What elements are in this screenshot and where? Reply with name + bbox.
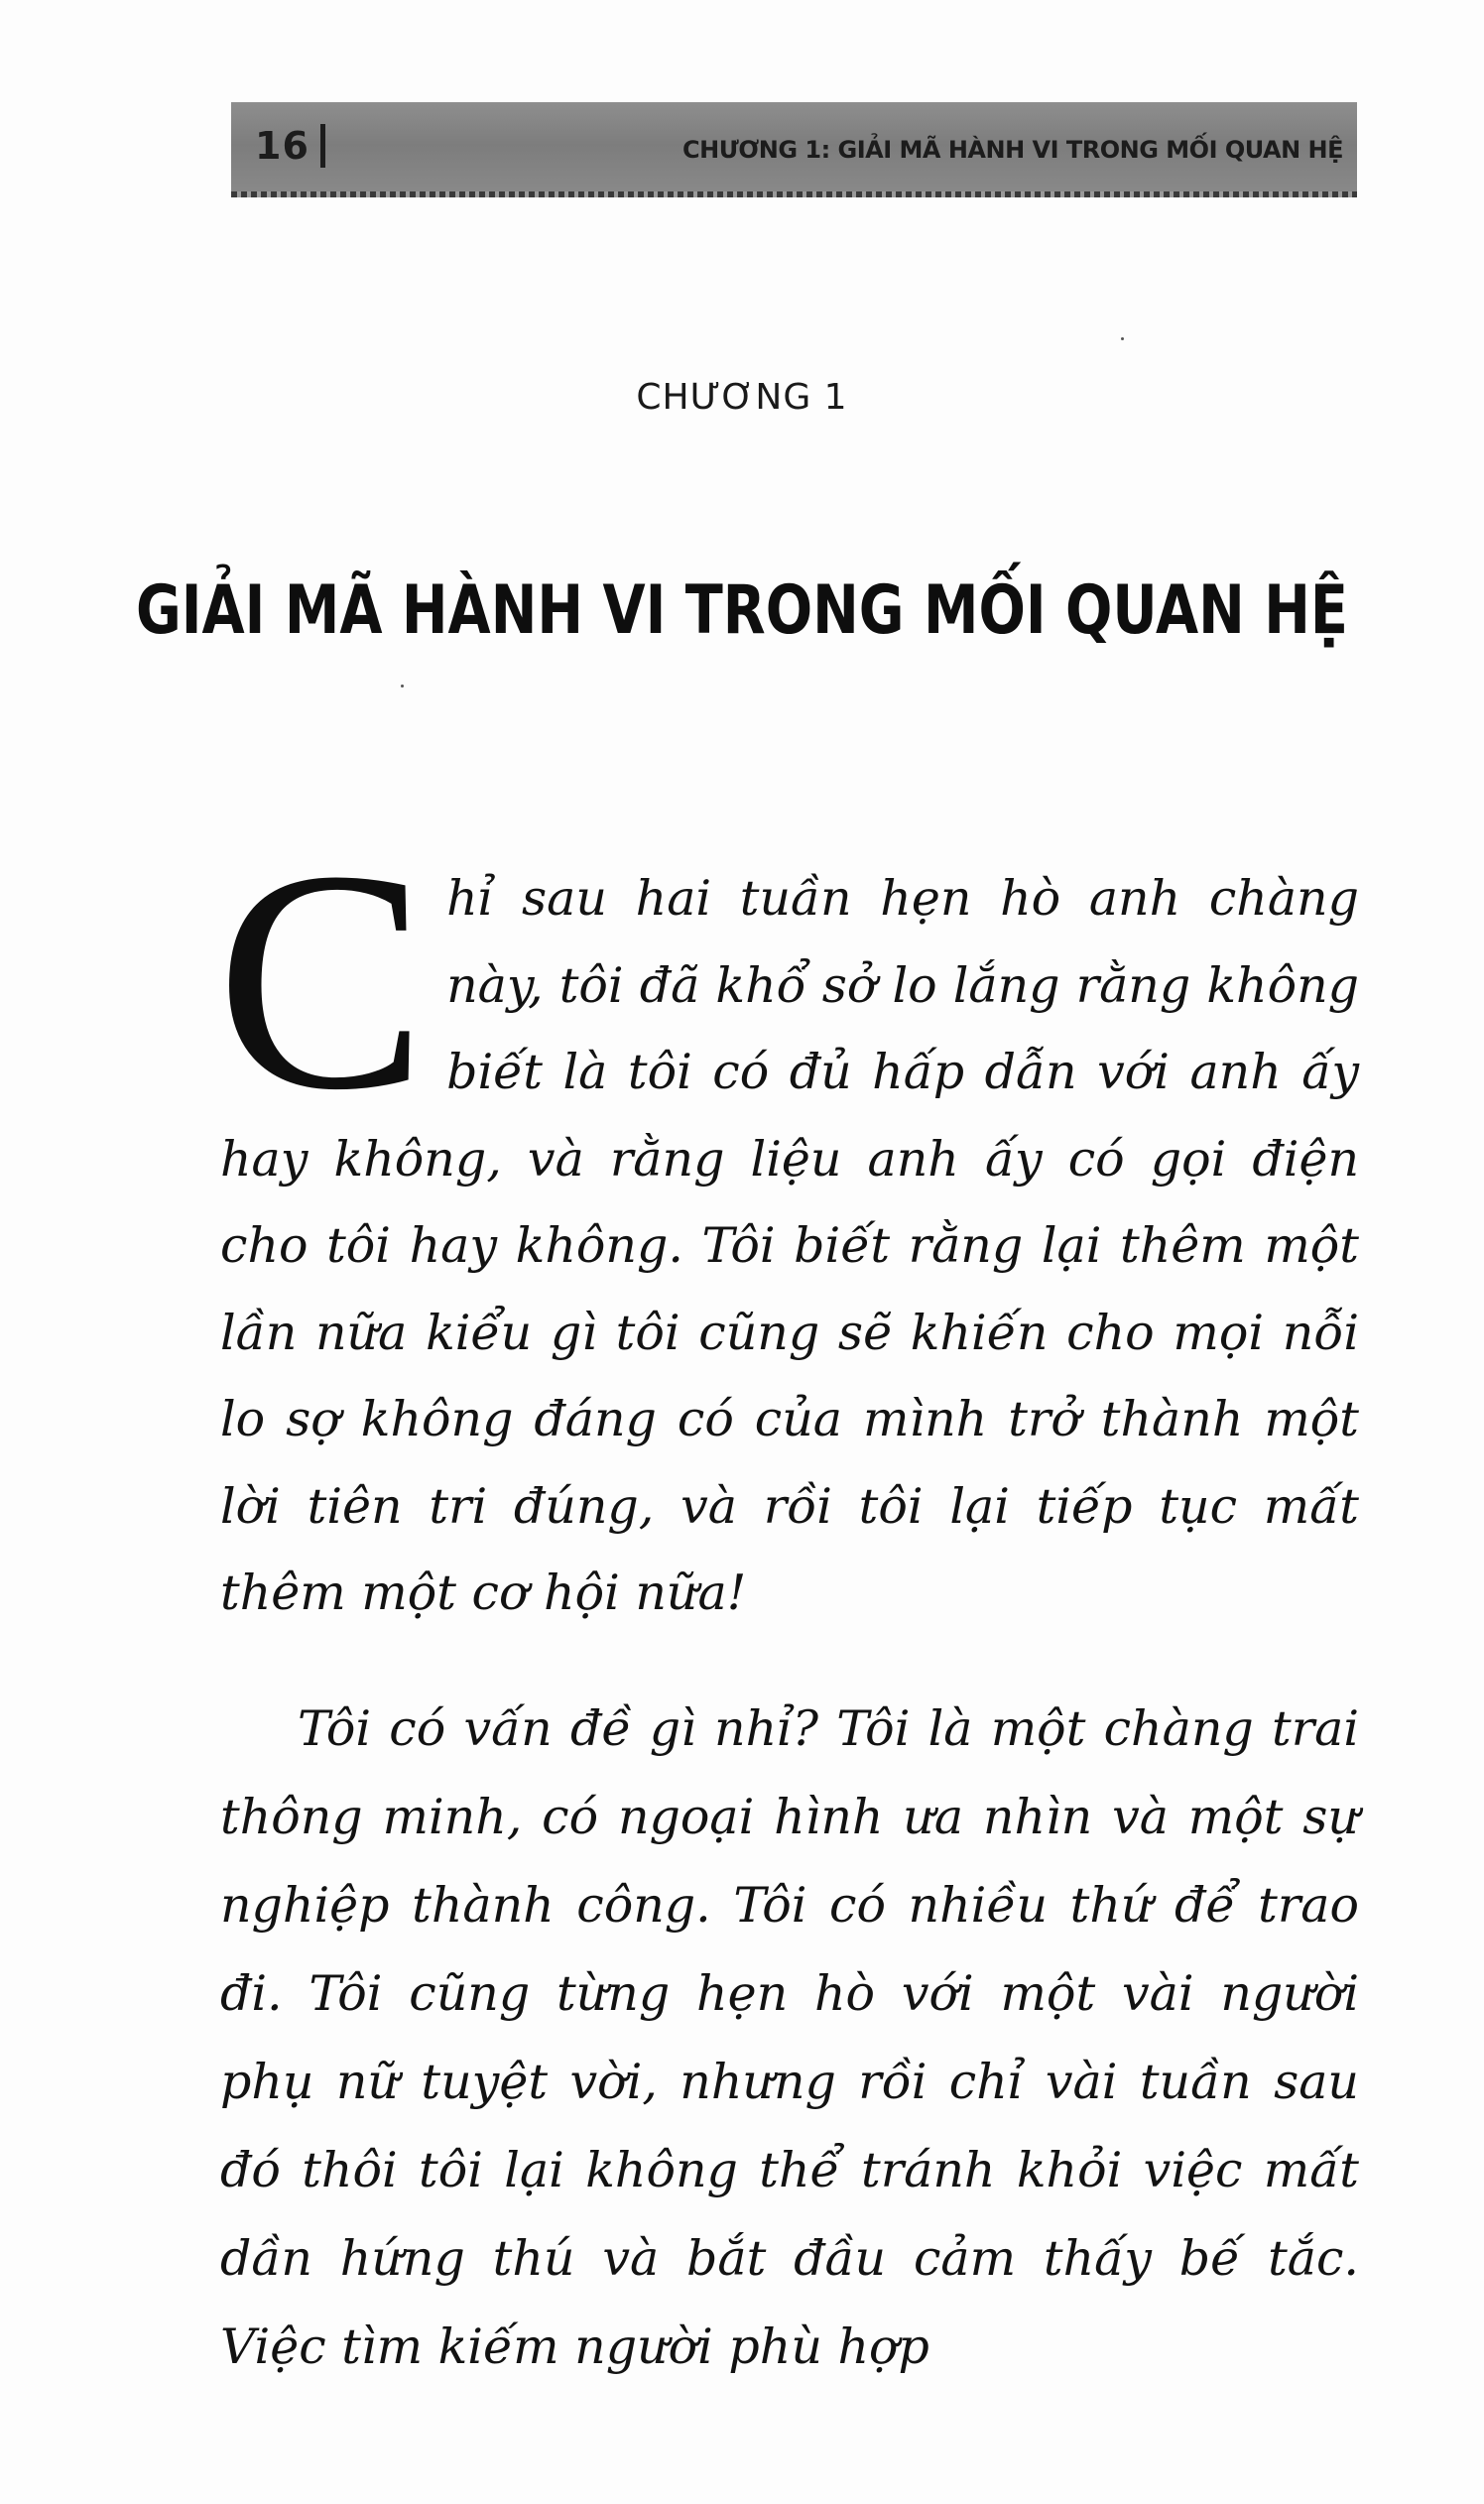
- header-divider: [320, 124, 325, 168]
- paragraph-1: [216, 806, 1359, 1637]
- paragraph-1-text: hỉ sau hai tuần hẹn hò anh chàng này, tôi đã khổ sở lo lắng rằng không biết là tôi có đủ hấp dẫn với anh ấy hay không, và rằng liệu anh ấy có gọi điện cho tôi hay không. Tôi biết rằng lại thêm một lần nữa kiểu gì tôi cũng sẽ khiến cho mọi nỗi lo sợ không đáng có của mình trở thành một lời tiên tri đúng, và rồi tôi lại tiếp tục mất thêm một cơ hội nữa!: [220, 870, 1359, 1621]
- page-number: 16: [255, 124, 309, 168]
- chapter-label: CHƯƠNG 1: [636, 377, 848, 418]
- paper-speck: [401, 685, 404, 688]
- drop-cap: C: [216, 806, 428, 1155]
- chapter-title: GIẢI MÃ HÀNH VI TRONG MỐI QUAN HỆ: [135, 571, 1348, 650]
- paragraph-2: Tôi có vấn đề gì nhỉ? Tôi là một chàng trai thông minh, có ngoại hình ưa nhìn và một sự nghiệp thành công. Tôi có nhiều thứ để trao đi. Tôi cũng từng hẹn hò với một vài người phụ nữ tuyệt vời, nhưng rồi chỉ vài tuần sau đó thôi tôi lại không thể tránh khỏi việc mất dần hứng thú và bắt đầu cảm thấy bế tắc. Việc tìm kiếm người phù hợp: [220, 1700, 1359, 2375]
- running-title: CHƯƠNG 1: GIẢI MÃ HÀNH VI TRONG MỐI QUAN HỆ: [682, 136, 1343, 164]
- running-header: [231, 102, 1357, 197]
- paper-speck: [1121, 337, 1124, 340]
